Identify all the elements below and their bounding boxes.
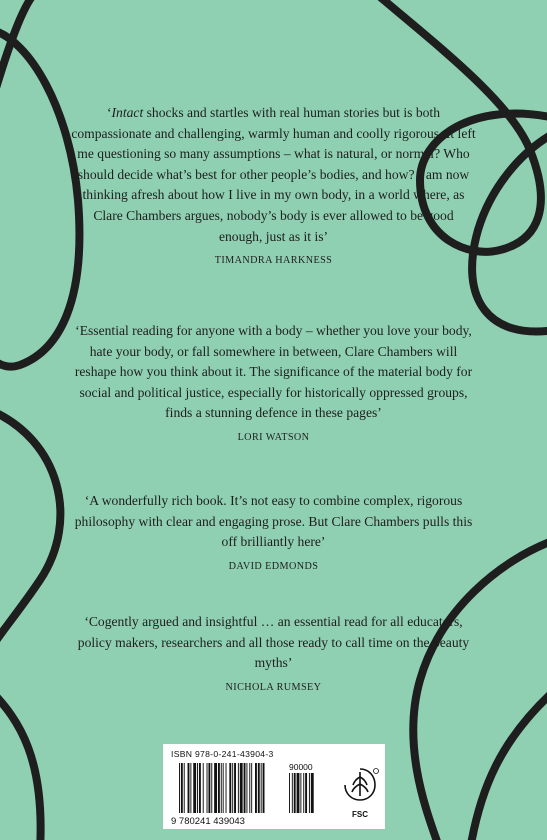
curve-top-left [0, 0, 79, 367]
barcode-addon-bar [294, 773, 296, 813]
quote-david-edmonds [70, 491, 477, 574]
barcode-bar [179, 763, 180, 813]
barcode-bar [184, 763, 185, 813]
quote-text: ‘A wonderfully rich book. It’s not easy to combine complex, rigorous philosophy with clear and engaging prose. But Clare Chambers pulls this off brilliantly here’ [74, 493, 473, 550]
barcode-bar [203, 763, 204, 813]
barcode-addon-bar [305, 773, 307, 813]
barcode-panel [163, 744, 385, 829]
barcode-bar [197, 763, 198, 813]
barcode-bar [223, 763, 224, 813]
barcode-bar [181, 763, 183, 813]
quote-attribution: DAVID EDMONDS [228, 560, 319, 572]
quote-text: ‘Cogently argued and insightful … an essential read for all educators, policy makers, researchers and all those ready to call time on the beauty myths’ [77, 614, 470, 671]
barcode-bar [258, 763, 260, 813]
price-digits: 90000 [289, 762, 313, 772]
quote-text: ‘Essential reading for anyone with a body – whether you love your body, hate your body, or fall somewhere in between, Clare Chambers will reshape how you think about it. The significance of the material body for social and political justice, especially for historically oppressed groups, finds a stunning defence in these pages’ [74, 323, 473, 421]
fsc-logo-text: FSC [352, 810, 368, 819]
barcode-bar [261, 763, 262, 813]
barcode-addon-bar [297, 773, 300, 813]
barcode-bar [244, 763, 246, 813]
barcode-bar [255, 763, 257, 813]
fsc-tree-icon [341, 766, 379, 810]
quote-timandra-harkness [70, 103, 477, 268]
book-title-italic: Intact [111, 105, 144, 120]
barcode-bar [193, 763, 196, 813]
barcode-addon-bar [300, 773, 301, 813]
barcode-addon-bar [303, 773, 304, 813]
quote-nichola-rumsey [70, 612, 477, 695]
barcode-bar [226, 763, 227, 813]
barcode-bar [221, 763, 222, 813]
barcode-bar [218, 763, 220, 813]
barcode-addon-bar [309, 773, 310, 813]
barcode-bars [169, 761, 339, 827]
barcode-bar [211, 763, 212, 813]
curve-left-lower [0, 410, 60, 650]
barcode-bar [249, 763, 250, 813]
barcode-bar [188, 763, 190, 813]
ean-digits: 9 780241 439043 [171, 816, 245, 827]
quote-text [70, 103, 477, 247]
barcode-bar [246, 763, 247, 813]
open-quote-mark: ‘ [106, 105, 112, 120]
barcode-bar [234, 763, 236, 813]
barcode-bar [208, 763, 210, 813]
quote-attribution: TIMANDRA HARKNESS [214, 255, 333, 267]
barcode-bar [207, 763, 208, 813]
barcode-addon-bar [289, 773, 290, 813]
quote-attribution: NICHOLA RUMSEY [225, 681, 322, 693]
isbn-label: ISBN 978-0-241-43904-3 [171, 749, 274, 759]
quote-lori-watson [70, 321, 477, 445]
barcode-addon-bar [292, 773, 293, 813]
barcode-bar [190, 763, 191, 813]
barcode-addon-bar [311, 773, 314, 813]
barcode-bar [214, 763, 217, 813]
quote-body: shocks and startles with real human stories but is both compassionate and challenging, warmly human and coolly rigorous. It left me questioning so many assumptions – what is natural, or normal? Who should decide what’s best for other people’s bodies, and how? I am now thinking afresh about how I live in my own body, in a world where, as Clare Chambers argues, nobody’s body is ever allowed to be good enough, just as it is’ [71, 105, 476, 244]
barcode-bar [240, 763, 243, 813]
barcode-bar [251, 763, 252, 813]
barcode-bar [238, 763, 239, 813]
quote-attribution: LORI WATSON [237, 431, 310, 443]
barcode-bar [229, 763, 231, 813]
barcode-bar [263, 763, 265, 813]
barcode-bar [199, 763, 201, 813]
curve-bottom-left [0, 690, 41, 840]
barcode-bar [232, 763, 233, 813]
